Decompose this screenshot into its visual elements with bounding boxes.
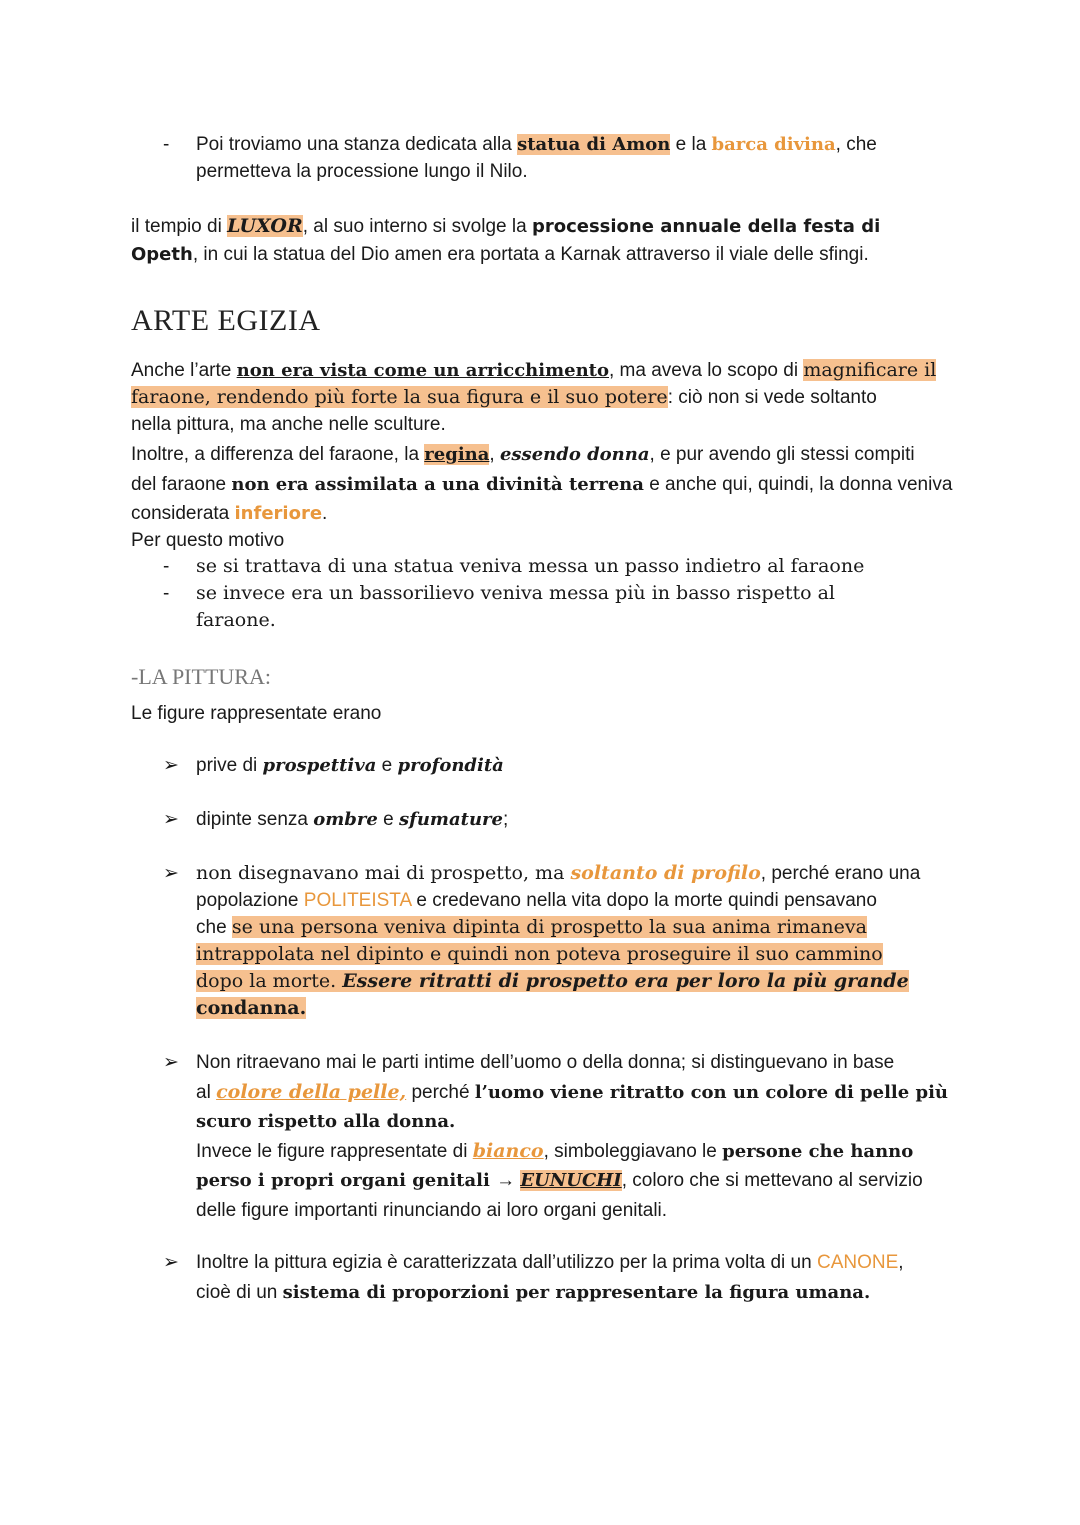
heading-arte-egizia: ARTE EGIZIA (131, 304, 321, 337)
heading-la-pittura: -LA PITTURA: (131, 664, 271, 689)
arrowhead-bullet-icon: ➢ (163, 809, 179, 830)
list-item: - Poi troviamo una stanza dedicata alla statua di Amon e la barca divina, che permetteva la processione lungo il Nilo. (131, 131, 961, 185)
arrowhead-bullet-icon: ➢ (163, 1052, 179, 1073)
list-item: - se si trattava di una statua veniva messa un passo indietro al faraone (163, 555, 865, 577)
list-item: ➢ Inoltre la pittura egizia è caratterizzata dall’utilizzo per la prima volta di un CANONE, cioè di un sistema di proporzioni per rappresentare la figura umana. (131, 1248, 961, 1307)
barca-divina: barca divina (711, 134, 836, 155)
arte-paragraph-3: Per questo motivo (131, 530, 285, 551)
arrowhead-bullet-icon: ➢ (163, 1252, 179, 1273)
pittura-intro: Le figure rappresentate erano (131, 703, 382, 724)
luxor-highlight: LUXOR (227, 215, 303, 237)
list-item: ➢ dipinte senza ombre e sfumature; (131, 806, 961, 833)
luxor-paragraph: il tempio di LUXOR, al suo interno si svolge la processione annuale della festa di Opeth, in cui la statua del Dio amen era portata a Karnak attraverso il viale delle sfingi. (131, 215, 881, 265)
dash-marker: - (163, 134, 170, 155)
arte-paragraph-1: Anche l’arte non era vista come un arricchimento, ma aveva lo scopo di magnificare il faraone, rendendo più forte la sua figura e il suo potere: ciò non si vede soltanto nella pittura, ma anche nelle sculture. (131, 359, 937, 435)
list-item: ➢ prive di prospettiva e profondità (131, 752, 961, 779)
arrow-right-icon: → (496, 1170, 516, 1191)
list-item: ➢ Non ritraevano mai le parti intime dell’uomo o della donna; si distinguevano in base al colore della pelle, perché l’uomo viene ritratto con un colore di pelle più scuro rispetto alla donna. Invece le figure rappresentate di bianco, simboleggiavano le persone che hanno perso i propri organi genitali → EUNUCHI, coloro che si mettevano al servizio delle figure importanti rinunciando ai loro organi genitali. (131, 1048, 961, 1225)
regina-highlight: regina (424, 444, 490, 465)
list-item: ➢ non disegnavano mai di prospetto, ma soltanto di profilo, perché erano una popolazione POLITEISTA e credevano nella vita dopo la morte quindi pensavano che se una persona veniva dipinta di prospetto la sua anima rimaneva intrappolata nel dipinto e quindi non poteva proseguire il suo cammino dopo la morte. Essere ritratti di prospetto era per loro la più grande condanna. (163, 862, 921, 1019)
arrowhead-bullet-icon: ➢ (163, 863, 179, 884)
list-item: - se invece era un bassorilievo veniva messa più in basso rispetto al faraone. (163, 582, 835, 631)
highlight-statua-amon: statua di Amon (517, 134, 671, 155)
arrowhead-bullet-icon: ➢ (163, 755, 179, 776)
arte-paragraph-2: Inoltre, a differenza del faraone, la regina, essendo donna, e pur avendo gli stessi compiti del faraone non era assimilata a una divinità terrena e anche qui, quindi, la donna veniva considerata inferiore. (131, 444, 953, 524)
